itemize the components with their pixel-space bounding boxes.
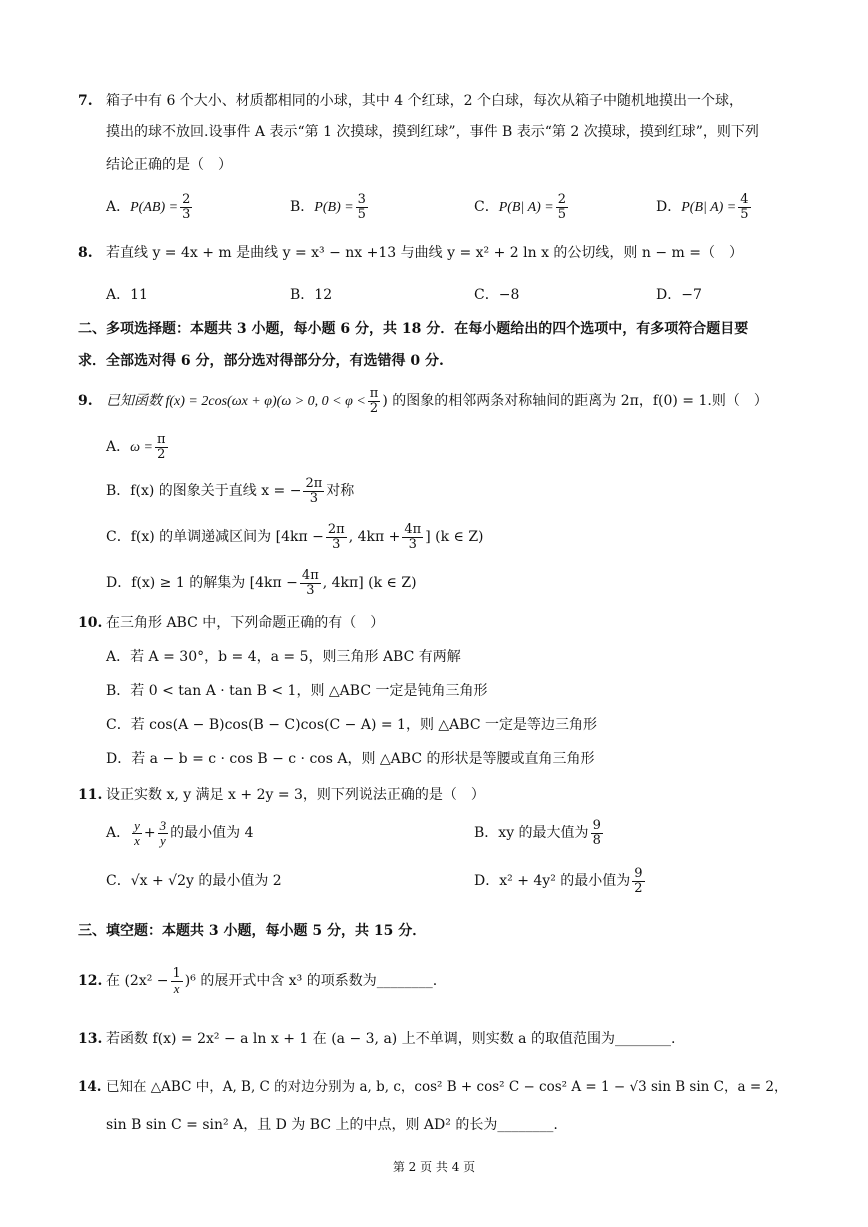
fraction — [132, 819, 142, 848]
q7-option-c[interactable] — [474, 192, 570, 223]
q7-option-b[interactable] — [290, 192, 370, 223]
q11-option-c[interactable] — [106, 866, 282, 896]
denominator: x — [173, 980, 180, 996]
option-expr-tail: , 4kπ] (k ∈ Z) — [322, 575, 417, 591]
denominator: 5 — [357, 206, 366, 222]
numerator: 2 — [182, 191, 191, 207]
option-expr: P(B) = — [314, 200, 354, 215]
denominator: 2 — [634, 880, 643, 896]
option-expr: f(x) 的单调递减区间为 [4kπ − — [130, 529, 324, 545]
denominator: 2 — [157, 446, 166, 462]
question-9 — [78, 386, 798, 417]
q9-option-a[interactable] — [106, 432, 170, 463]
q8-option-c[interactable]: C．−8 — [474, 287, 520, 303]
question-text: 箱子中有 6 个大小、材质都相同的小球，其中 4 个红球，2 个白球，每次从箱子中随机地摸出一个球， — [106, 93, 743, 109]
question-number: 10. — [78, 615, 103, 631]
denominator: 8 — [592, 832, 601, 848]
numerator: 4 — [740, 191, 749, 207]
numerator: 2 — [557, 191, 567, 207]
question-7 — [78, 86, 798, 116]
question-number: 11. — [78, 787, 103, 803]
question-7-line3: 结论正确的是（ ） — [106, 157, 232, 173]
question-text-tail: )⁶ 的展开式中含 x³ 的项系数为________. — [184, 973, 438, 989]
numerator: 9 — [634, 865, 643, 881]
question-13 — [78, 1024, 798, 1054]
question-number: 7. — [78, 93, 93, 109]
question-14 — [78, 1072, 798, 1102]
option-expr-tail: 的最小值为 4 — [170, 825, 254, 841]
option-label: C． — [474, 199, 499, 215]
denominator: 3 — [408, 536, 417, 552]
denominator: y — [160, 832, 166, 848]
q10-option-a[interactable]: A．若 A = 30°，b = 4，a = 5，则三角形 ABC 有两解 — [106, 649, 461, 665]
denominator: 5 — [740, 206, 749, 222]
q8-option-a[interactable]: A．11 — [106, 287, 148, 303]
option-expr: √x + √2y 的最小值为 2 — [130, 873, 282, 889]
question-7-line2: 摸出的球不放回.设事件 A 表示“第 1 次摸球，摸到红球”，事件 B 表示“第 2 次摸球，摸到红球”，则下列 — [106, 124, 759, 140]
fraction — [326, 523, 347, 552]
fraction — [632, 867, 644, 896]
question-10 — [78, 608, 798, 638]
numerator: 9 — [592, 817, 601, 833]
option-label: D． — [474, 873, 500, 889]
option-expr: P(B| A) = — [498, 200, 554, 215]
option-expr-tail: ] (k ∈ Z) — [425, 529, 484, 545]
section-2-heading-line2: 求．全部选对得 6 分，部分选对得部分分，有选错得 0 分. — [78, 353, 444, 369]
question-12 — [78, 966, 798, 996]
option-expr-mid: , 4kπ + — [348, 529, 401, 545]
q10-option-d[interactable]: D．若 a − b = c · cos B − c · cos A，则 △ABC 的形状是等腰或直角三角形 — [106, 751, 595, 767]
denominator: 2 — [369, 400, 379, 416]
denominator: x — [134, 832, 140, 848]
option-expr-tail: 对称 — [326, 483, 355, 499]
fraction — [556, 193, 568, 222]
fraction — [155, 433, 168, 462]
numerator: 2π — [327, 521, 345, 537]
option-label: B． — [106, 483, 131, 499]
fraction — [303, 477, 324, 506]
fraction — [300, 569, 321, 598]
option-label: C． — [106, 873, 131, 889]
numerator: π — [369, 385, 379, 401]
option-label: D． — [656, 199, 682, 215]
q11-option-b[interactable] — [474, 818, 605, 848]
question-text: 在 (2x² − — [106, 973, 169, 989]
numerator: 4π — [301, 567, 319, 583]
numerator: 1 — [172, 965, 181, 981]
section-2-heading: 二、多项选择题：本题共 3 小题，每小题 6 分，共 18 分．在每小题给出的四个选项中，有多项符合题目要 — [78, 321, 749, 337]
q7-option-d[interactable] — [656, 192, 753, 223]
denominator: 3 — [182, 206, 191, 222]
q11-option-a[interactable] — [106, 818, 254, 848]
q8-option-b[interactable]: B．12 — [290, 287, 333, 303]
fraction — [368, 387, 381, 416]
question-text: 若直线 y = 4x + m 是曲线 y = x³ − nx +13 与曲线 y = x² + 2 ln x 的公切线，则 n − m =（ ） — [106, 245, 743, 261]
option-label: C． — [106, 529, 131, 545]
question-text: 已知函数 f(x) = 2cos(ωx + φ)(ω > 0, 0 < φ < — [106, 394, 366, 409]
option-label: D． — [106, 575, 132, 591]
fraction — [180, 193, 192, 222]
fraction — [402, 523, 423, 552]
option-label: A． — [106, 825, 131, 841]
q9-option-c[interactable] — [106, 522, 484, 552]
question-text-tail: ) 的图象的相邻两条对称轴间的距离为 2π，f(0) = 1.则（ ） — [382, 393, 768, 409]
question-text: 已知在 △ABC 中，A, B, C 的对边分别为 a, b, c，cos² B + cos² C − cos² A = 1 − √3 sin B sin C，a = 2， — [106, 1079, 788, 1095]
question-text: 设正实数 x, y 满足 x + 2y = 3，则下列说法正确的是（ ） — [106, 787, 485, 803]
page-footer: 第 2 页 共 4 页 — [392, 1160, 476, 1174]
denominator: 3 — [332, 536, 341, 552]
option-expr: x² + 4y² 的最小值为 — [499, 873, 631, 889]
option-label: A． — [106, 439, 131, 455]
q10-option-b[interactable]: B．若 0 < tan A · tan B < 1，则 △ABC 一定是钝角三角形 — [106, 683, 488, 699]
option-label: A． — [106, 199, 131, 215]
q11-option-d[interactable] — [474, 866, 647, 896]
question-number: 12. — [78, 973, 103, 989]
question-14-line2: sin B sin C = sin² A，且 D 为 BC 上的中点，则 AD² 的长为________. — [106, 1117, 558, 1133]
fraction — [171, 967, 183, 996]
question-text: 在三角形 ABC 中，下列命题正确的有（ ） — [106, 615, 385, 631]
section-3-heading: 三、填空题：本题共 3 小题，每小题 5 分，共 15 分． — [78, 923, 427, 939]
fraction — [738, 193, 750, 222]
option-label: B． — [474, 825, 499, 841]
question-number: 13. — [78, 1031, 103, 1047]
option-label: B． — [290, 199, 315, 215]
numerator: π — [156, 431, 166, 447]
q8-option-d[interactable]: D．−7 — [656, 287, 702, 303]
fraction — [158, 819, 169, 848]
plus-sign: + — [143, 825, 156, 841]
question-number: 8. — [78, 245, 93, 261]
option-expr: P(B| A) = — [681, 200, 737, 215]
option-expr: P(AB) = — [130, 200, 179, 215]
fraction — [356, 193, 368, 222]
option-expr: f(x) ≥ 1 的解集为 [4kπ − — [131, 575, 298, 591]
numerator: y — [134, 817, 140, 833]
numerator: 3 — [159, 817, 167, 833]
question-text: 若函数 f(x) = 2x² − a ln x + 1 在 (a − 3, a) 上不单调，则实数 a 的取值范围为________. — [106, 1031, 676, 1047]
numerator: 2π — [305, 475, 323, 491]
q9-option-b[interactable] — [106, 476, 354, 506]
option-expr: f(x) 的图象关于直线 x = − — [130, 483, 302, 499]
q7-option-a[interactable] — [106, 192, 194, 223]
option-expr: ω = — [130, 440, 153, 455]
numerator: 3 — [357, 191, 366, 207]
q10-option-c[interactable]: C．若 cos(A − B)cos(B − C)cos(C − A) = 1，则 △ABC 一定是等边三角形 — [106, 717, 597, 733]
question-number: 14. — [78, 1079, 102, 1095]
fraction — [591, 819, 603, 848]
question-8 — [78, 238, 798, 268]
question-11 — [78, 780, 798, 810]
q9-option-d[interactable] — [106, 568, 417, 598]
option-expr: xy 的最大值为 — [498, 825, 589, 841]
denominator: 3 — [309, 490, 319, 506]
denominator: 5 — [557, 206, 567, 222]
question-number: 9. — [78, 393, 93, 409]
denominator: 3 — [306, 582, 315, 598]
numerator: 4π — [404, 521, 422, 537]
